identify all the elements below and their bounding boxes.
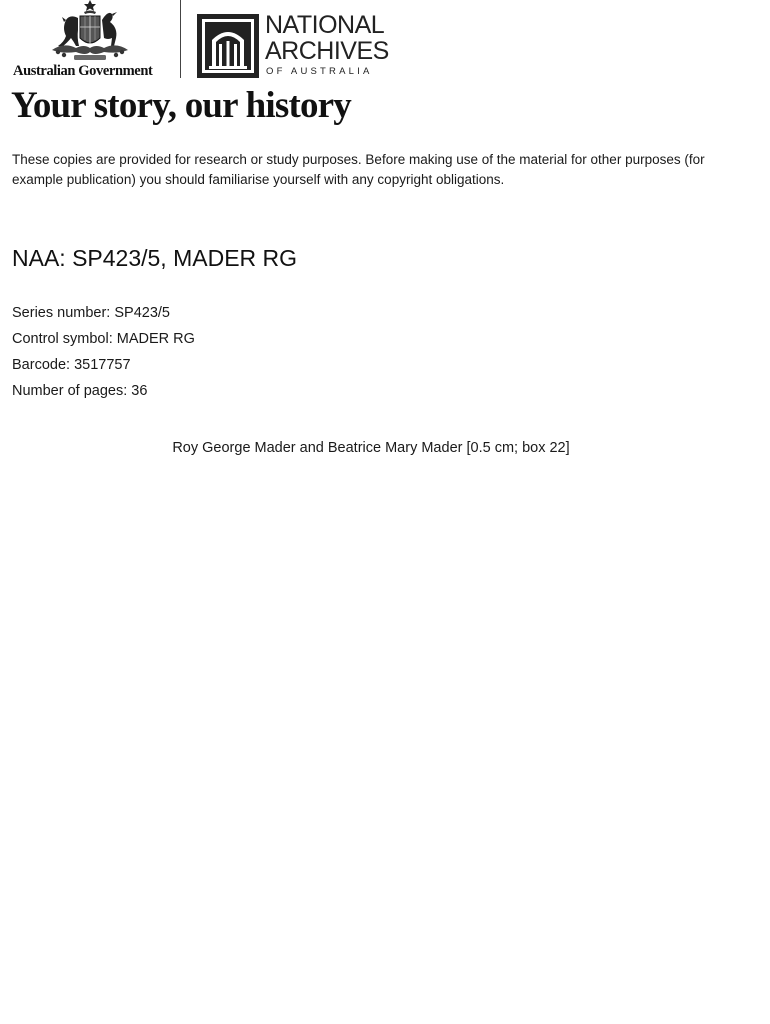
government-name: Australian Government <box>13 63 153 79</box>
header-divider <box>180 0 181 78</box>
series-number: Series number: SP423/5 <box>12 305 170 321</box>
archives-building-icon <box>197 14 259 78</box>
archives-name-line1: NATIONAL <box>265 11 385 39</box>
copyright-notice: These copies are provided for research or study purposes. Before making use of the material for other purposes (for example publication) you should familiarise yourself with any copyright obligations. <box>12 152 705 187</box>
control-symbol: Control symbol: MADER RG <box>12 331 195 347</box>
barcode: Barcode: 3517757 <box>12 357 131 373</box>
archives-name-line3: OF AUSTRALIA <box>266 66 373 77</box>
tagline: Your story, our history <box>11 85 351 126</box>
archives-name-line2: ARCHIVES <box>265 37 389 65</box>
record-heading: NAA: SP423/5, MADER RG <box>12 245 298 271</box>
item-title: Roy George Mader and Beatrice Mary Mader [0.5 cm; box 22] <box>172 440 570 456</box>
coat-of-arms-icon <box>44 0 136 62</box>
number-of-pages: Number of pages: 36 <box>12 383 148 399</box>
document-header <box>0 0 770 92</box>
